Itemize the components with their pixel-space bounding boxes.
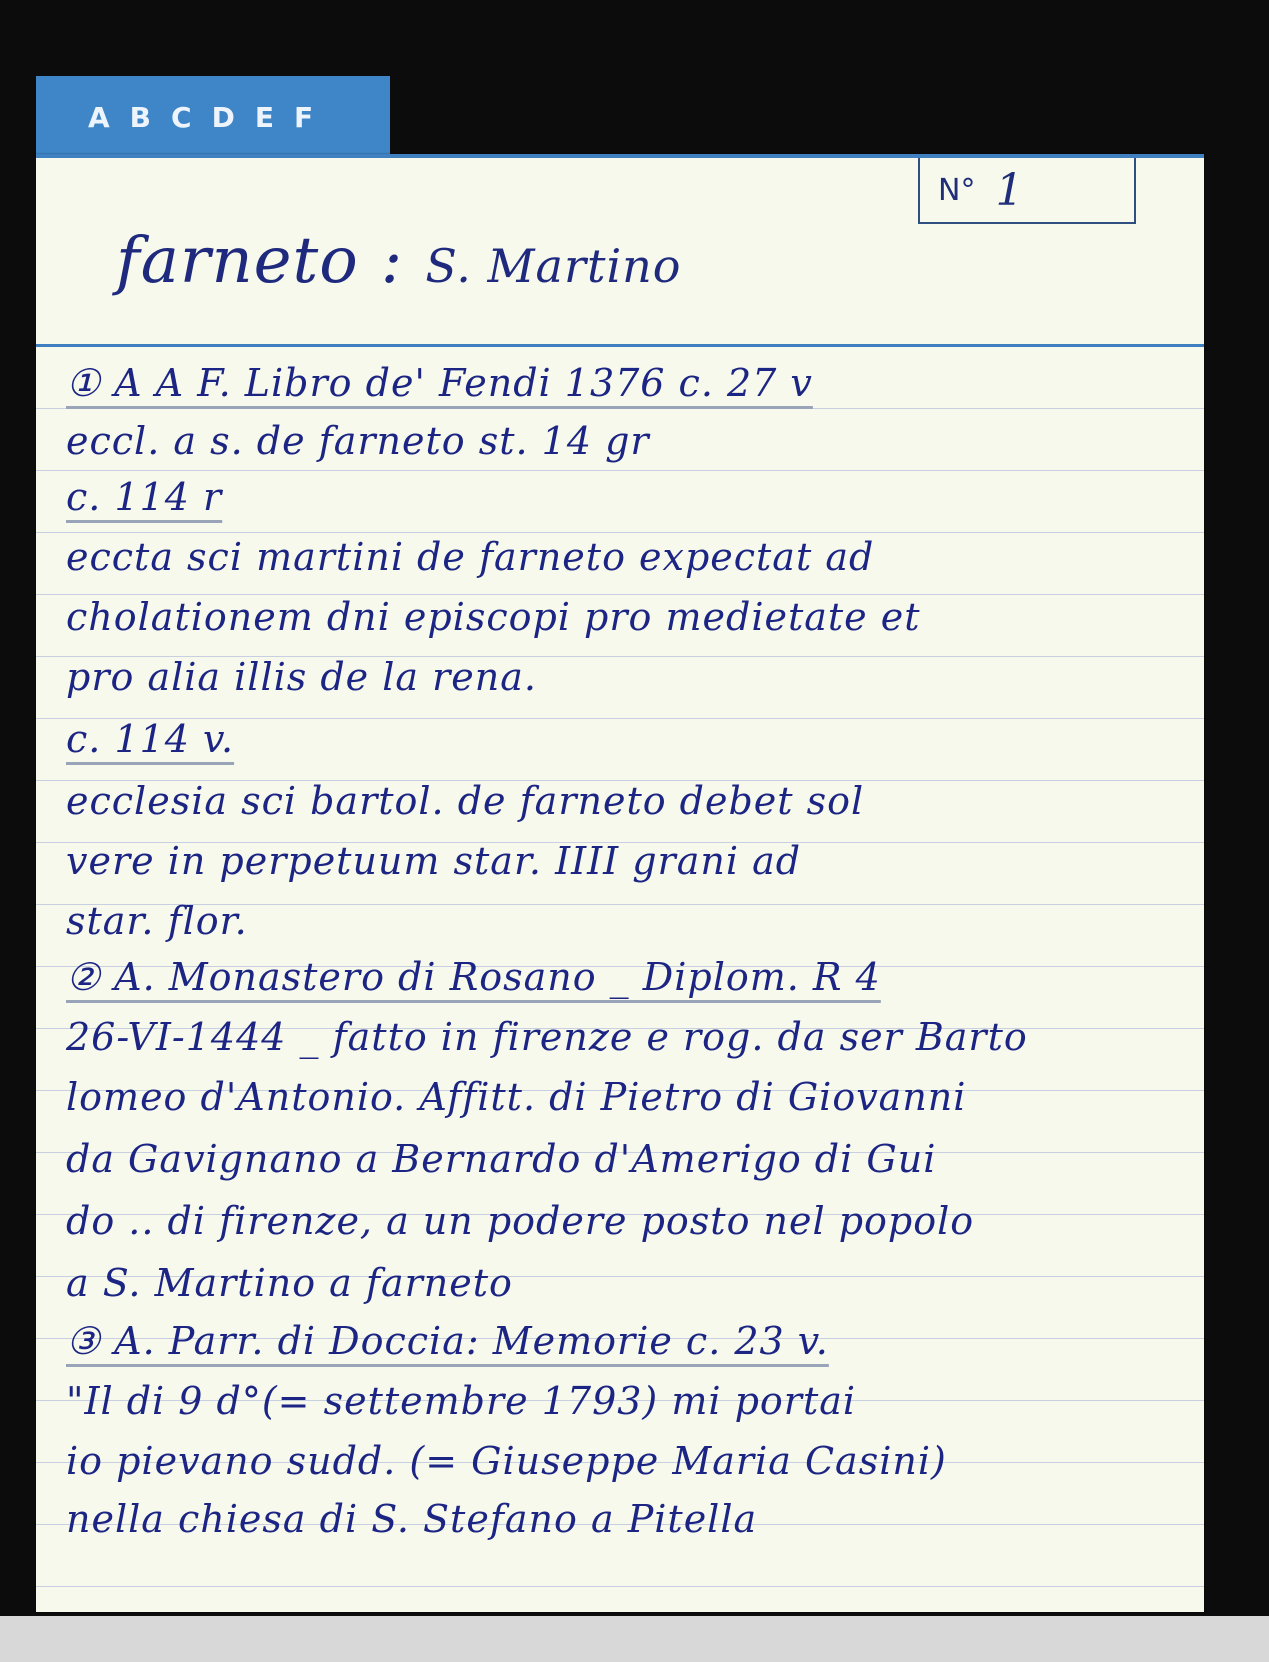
note-line-10: star. flor. [66,899,248,943]
card-body [36,347,1204,1612]
tab-letter-b: B [129,100,152,134]
card-header [36,154,1204,347]
note-line-3: c. 114 r [66,475,223,519]
title-separator: : [380,224,404,298]
title-parish: S. Martino [425,239,682,293]
note-line-8: ecclesia sci bartol. de farneto debet sol [66,779,865,823]
note-line-19: io pievano sudd. (= Giuseppe Maria Casini) [66,1439,947,1483]
note-line-9: vere in perpetuum star. IIII grani ad [66,839,802,883]
note-line-18: "Il di 9 d°(= settembre 1793) mi portai [66,1379,857,1423]
note-line-14: da Gavignano a Bernardo d'Amerigo di Gui [66,1137,937,1181]
card-number-label: N° [938,172,976,208]
note-line-1: ① A A F. Libro de' Fendi 1376 c. 27 v [66,361,813,405]
index-tab [36,76,390,158]
note-line-7: c. 114 v. [66,717,235,761]
scan-bottom-edge [0,1616,1269,1662]
tab-letter-a: A [88,100,110,134]
note-line-11: ② A. Monastero di Rosano _ Diplom. R 4 [66,955,881,999]
index-card [36,154,1204,1612]
note-line-5: cholationem dni episcopi pro medietate et [66,595,921,639]
tab-letter-e: E [254,100,274,134]
tab-letter-f: F [293,100,314,134]
note-line-16: a S. Martino a farneto [66,1261,513,1305]
tab-letter-d: D [211,100,235,134]
title-place: farneto [116,224,359,298]
note-line-15: do .. di firenze, a un podere posto nel popolo [66,1199,975,1243]
note-line-17: ③ A. Parr. di Doccia: Memorie c. 23 v. [66,1319,829,1363]
note-line-6: pro alia illis de la rena. [66,655,537,699]
note-line-13: lomeo d'Antonio. Affitt. di Pietro di Giovanni [66,1075,967,1119]
tab-letter-c: C [171,100,192,134]
note-line-12: 26-VI-1444 _ fatto in firenze e rog. da ser Barto [66,1015,1028,1059]
card-number-value: 1 [995,164,1024,216]
note-line-20: nella chiesa di S. Stefano a Pitella [66,1497,758,1541]
card-number-box [918,158,1136,224]
note-line-4: eccta sci martini de farneto expectat ad [66,535,875,579]
note-line-2: eccl. a s. de farneto st. 14 gr [66,419,650,463]
card-title [116,224,682,298]
